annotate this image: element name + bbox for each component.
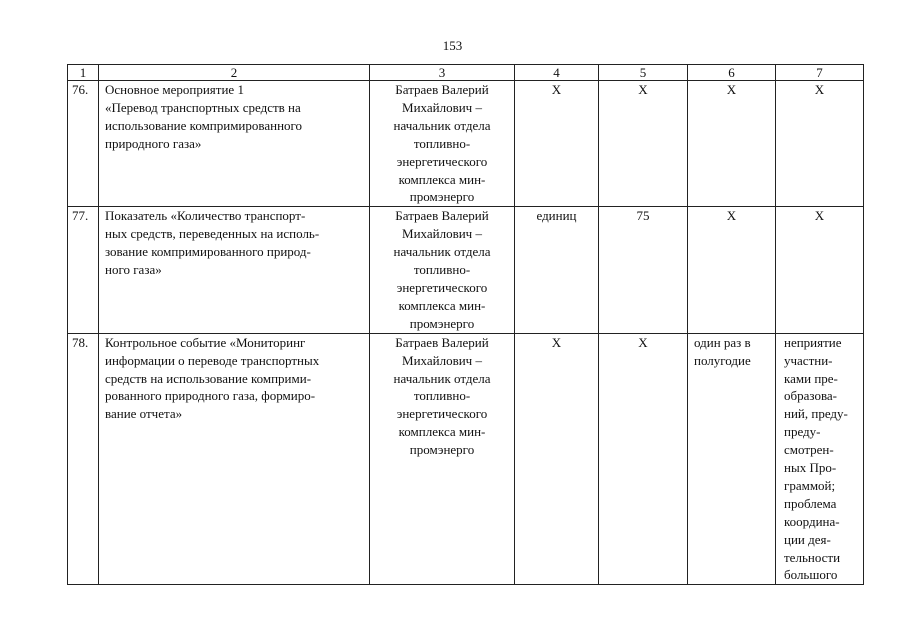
description-line: зование компримированного природ- (105, 244, 311, 260)
column-header: 3 (370, 65, 515, 81)
responsible-line: промэнерго (409, 189, 475, 205)
row-number: 76. (68, 81, 99, 207)
table-row (68, 333, 864, 585)
row-responsible (370, 207, 515, 333)
responsible-line: Батраев Валерий (395, 208, 489, 224)
col6-line: Х (726, 208, 737, 224)
col7-line: большого (784, 567, 838, 583)
description-line: средств на использование комприми- (105, 370, 312, 386)
responsible-line: топливно- (413, 135, 471, 151)
description-line: Контрольное событие «Мониторинг (105, 334, 306, 350)
responsible-line: комплекса мин- (398, 424, 486, 440)
description-line: ных средств, переведенных на исполь- (105, 226, 320, 242)
col7-line: ний, преду- (784, 406, 848, 422)
responsible-line: комплекса мин- (398, 297, 486, 313)
row-col4: единиц (515, 207, 599, 333)
responsible-line: Батраев Валерий (395, 82, 489, 97)
description-line: Показатель «Количество транспорт- (105, 208, 306, 224)
responsible-line: начальник отдела (393, 370, 491, 386)
col7-line: смотрен- (784, 442, 834, 458)
row-number: 78. (68, 333, 99, 585)
column-header: 4 (515, 65, 599, 81)
row-responsible (370, 81, 515, 207)
row-col5: Х (599, 333, 688, 585)
col7-line: Х (814, 208, 825, 224)
responsible-line: топливно- (413, 388, 471, 404)
responsible-line: энергетического (396, 279, 488, 295)
description-line: ного газа» (105, 262, 162, 278)
row-description (99, 207, 370, 333)
responsible-line: Батраев Валерий (395, 334, 489, 350)
description-line: «Перевод транспортных средств на (105, 99, 301, 115)
responsible-line: Михайлович – (402, 99, 482, 115)
responsible-line: Михайлович – (402, 226, 482, 242)
responsible-line: энергетического (396, 153, 488, 169)
row-col6 (688, 333, 776, 585)
responsible-line: промэнерго (409, 315, 475, 331)
table-header-row (68, 65, 864, 81)
col7-line: ции дея- (784, 531, 831, 547)
col6-line: Х (726, 82, 737, 97)
row-col4: Х (515, 333, 599, 585)
responsible-line: комплекса мин- (398, 171, 486, 187)
col6-line: один раз в (694, 334, 751, 350)
col7-line: Х (814, 82, 825, 97)
responsible-line: Михайлович – (402, 352, 482, 368)
description-line: вание отчета» (105, 406, 183, 422)
row-col6 (688, 207, 776, 333)
col7-line: неприятие (784, 334, 842, 350)
row-col6 (688, 81, 776, 207)
description-line: информации о переводе транспортных (105, 352, 320, 368)
description-line: использование компримированного (105, 117, 303, 133)
col7-line: граммой; (784, 477, 836, 493)
responsible-line: энергетического (396, 406, 488, 422)
row-responsible (370, 333, 515, 585)
responsible-line: промэнерго (409, 442, 475, 458)
column-header: 5 (599, 65, 688, 81)
row-description (99, 333, 370, 585)
column-header: 2 (99, 65, 370, 81)
description-line: Основное мероприятие 1 (105, 82, 244, 97)
col7-line: тельности (784, 549, 841, 565)
row-col7 (776, 81, 864, 207)
row-col7 (776, 207, 864, 333)
col6-line: полугодие (694, 352, 751, 368)
responsible-line: топливно- (413, 262, 471, 278)
col7-line: образова- (784, 388, 838, 404)
row-description (99, 81, 370, 207)
document-table (67, 64, 864, 585)
row-number: 77. (68, 207, 99, 333)
row-col5: 75 (599, 207, 688, 333)
responsible-line: начальник отдела (393, 117, 491, 133)
table-row (68, 207, 864, 333)
table-row (68, 81, 864, 207)
row-col7 (776, 333, 864, 585)
row-col5: Х (599, 81, 688, 207)
description-line: рованного природного газа, формиро- (105, 388, 316, 404)
responsible-line: начальник отдела (393, 244, 491, 260)
column-header: 6 (688, 65, 776, 81)
description-line: природного газа» (105, 135, 202, 151)
col7-line: координа- (784, 513, 840, 529)
col7-line: ками пре- (784, 370, 838, 386)
row-col4: Х (515, 81, 599, 207)
col7-line: преду- (784, 424, 821, 440)
column-header: 7 (776, 65, 864, 81)
col7-line: проблема (784, 495, 837, 511)
page-number: 153 (442, 38, 463, 53)
col7-line: участни- (784, 352, 833, 368)
column-header: 1 (68, 65, 99, 81)
col7-line: ных Про- (784, 460, 837, 476)
